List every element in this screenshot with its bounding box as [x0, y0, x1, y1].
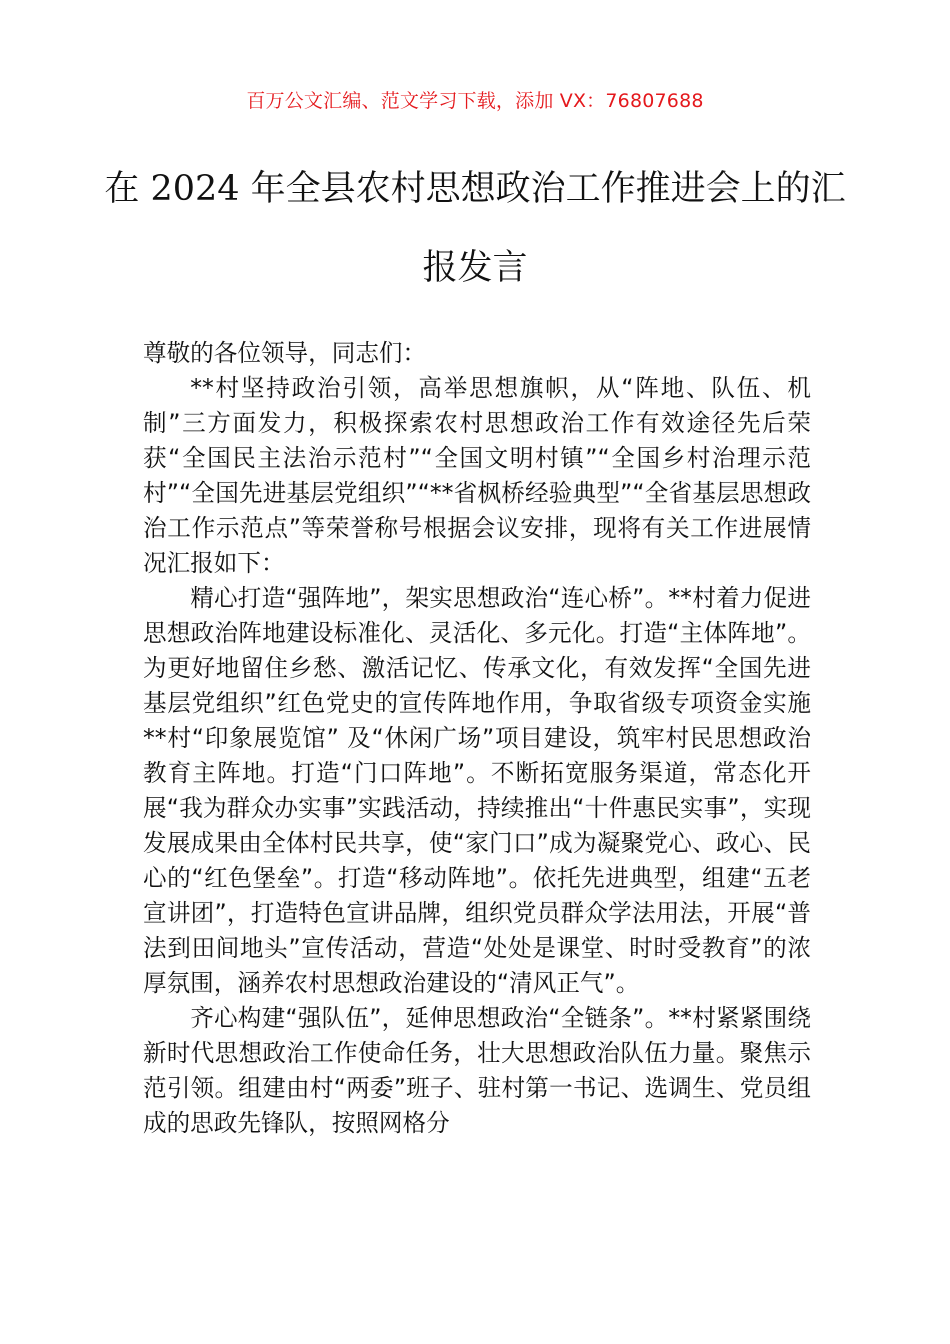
- paragraph-intro: **村坚持政治引领，高举思想旗帜，从“阵地、队伍、机制”三方面发力，积极探索农村思想政治工作有效途径先后荣获“全国民主法治示范村”“全国文明村镇”“全国乡村治理示范村”“全国先进基层党组织”“**省枫桥经验典型”“全省基层思想政治工作示范点”等荣誉称号根据会议安排，现将有关工作进展情况汇报如下：: [143, 374, 811, 577]
- document-title: 在 2024 年全县农村思想政治工作推进会上的汇报发言: [104, 169, 846, 288]
- header-banner: 百万公文汇编、范文学习下载，添加 VX：76807688: [246, 90, 704, 112]
- paragraph-position: 精心打造“强阵地”，架实思想政治“连心桥”。**村着力促进思想政治阵地建设标准化、灵活化、多元化。打造“主体阵地”。为更好地留住乡愁、激活记忆、传承文化，有效发挥“全国先进基层党组织”红色党史的宣传阵地作用，争取省级专项资金实施**村“印象展览馆” 及“休闲广场”项目建设，筑牢村民思想政治教育主阵地。打造“门口阵地”。不断拓宽服务渠道，常态化开展“我为群众办实事”实践活动，持续推出“十件惠民实事”，实现发展成果由全体村民共享，使“家门口”成为凝聚党心、政心、民心的“红色堡垒”。打造“移动阵地”。依托先进典型，组建“五老宣讲团”，打造特色宣讲品牌，组织党员群众学法用法，开展“普法到田间地头”宣传活动，营造“处处是课堂、时时受教育”的浓厚氛围，涵养农村思想政治建设的“清风正气”。: [143, 584, 811, 997]
- paragraph-team: 齐心构建“强队伍”，延伸思想政治“全链条”。**村紧紧围绕新时代思想政治工作使命任务，壮大思想政治队伍力量。聚焦示范引领。组建由村“两委”班子、驻村第一书记、选调生、党员组成的思政先锋队，按照网格分: [143, 1004, 811, 1137]
- salutation: 尊敬的各位领导，同志们：: [143, 339, 427, 367]
- document-body: [143, 336, 811, 1141]
